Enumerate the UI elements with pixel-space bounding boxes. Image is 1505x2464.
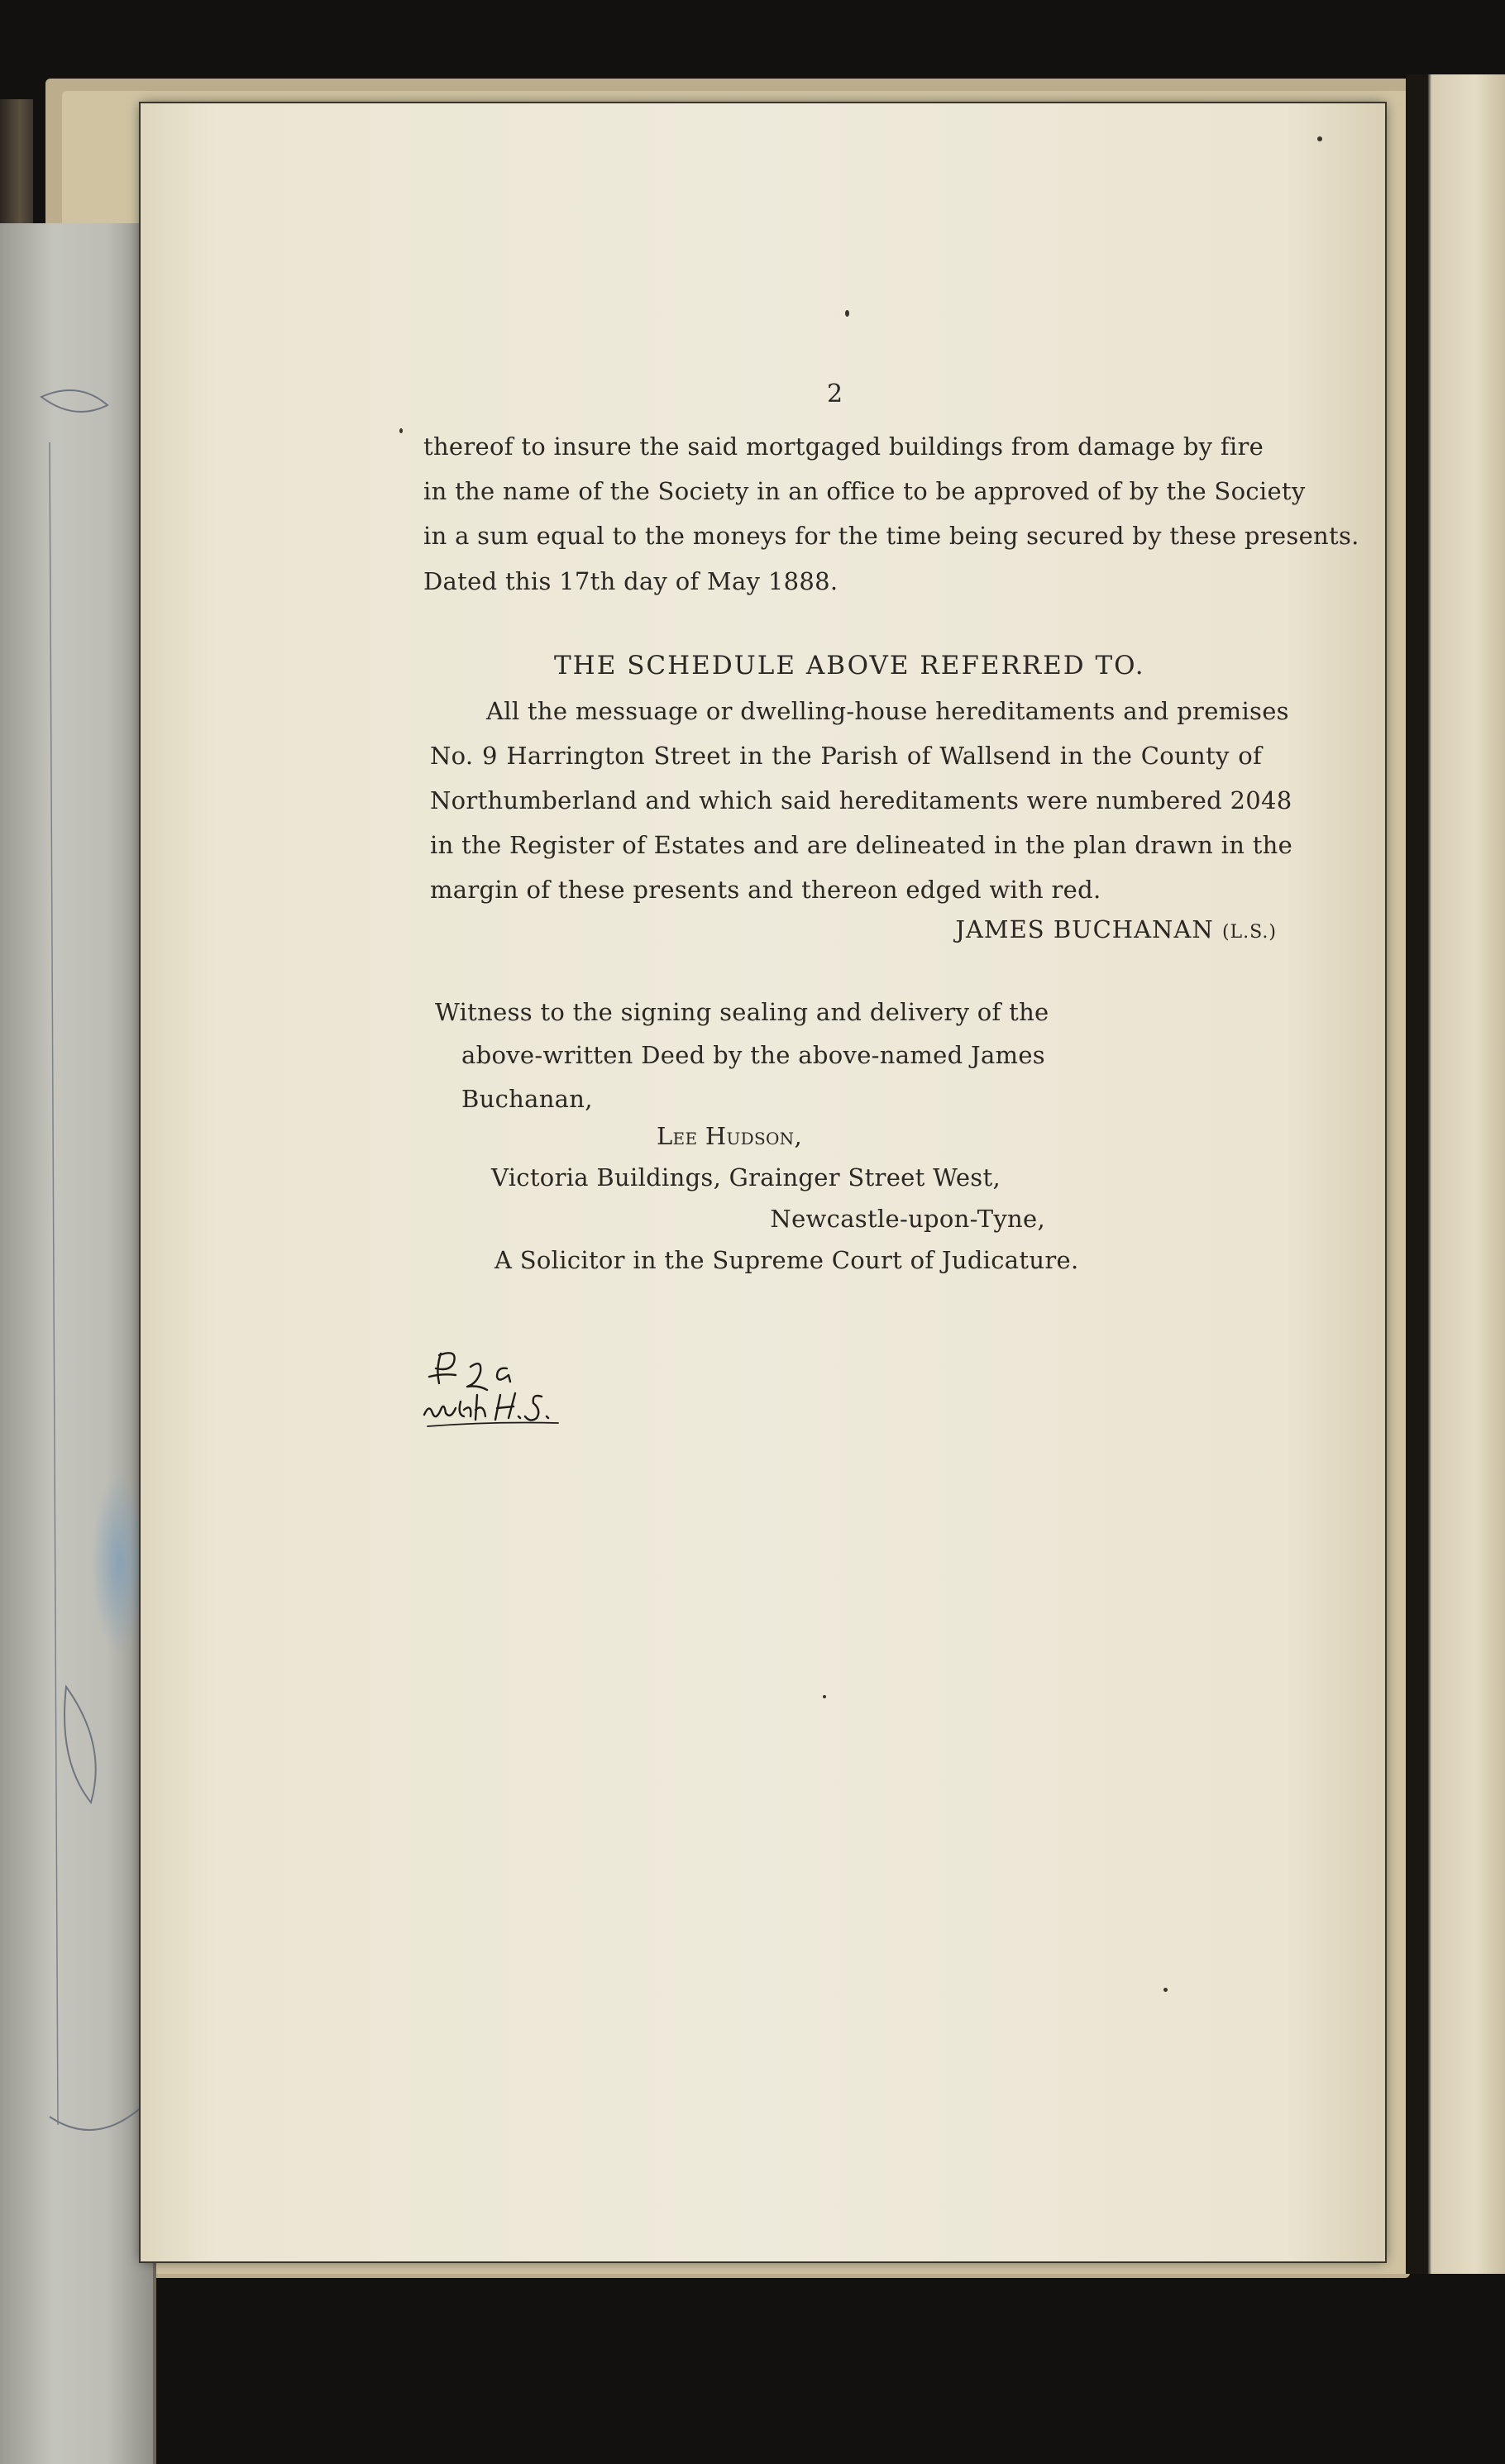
guard-strip-pencil-marks bbox=[0, 223, 153, 2464]
handwritten-2 bbox=[467, 1363, 487, 1390]
leaf-outline-top bbox=[41, 390, 108, 412]
paper-speck bbox=[399, 428, 403, 433]
paragraph-1-line-1: thereof to insure the said mortgaged buildings from damage by fire bbox=[423, 432, 1264, 461]
handwritten-a bbox=[497, 1368, 510, 1382]
handwritten-annotation bbox=[418, 1344, 583, 1435]
handwritten-underline bbox=[428, 1423, 558, 1427]
paper-speck bbox=[1317, 136, 1322, 141]
paragraph-1-line-3: in a sum equal to the moneys for the time being secured by these presents. bbox=[423, 522, 1359, 550]
seal-mark: (L.S.) bbox=[1221, 922, 1277, 943]
paragraph-1-line-4: Dated this 17th day of May 1888. bbox=[423, 567, 838, 595]
signatory-name: JAMES BUCHANAN bbox=[955, 915, 1214, 943]
facing-page-edge bbox=[1406, 74, 1505, 2274]
pencil-line bbox=[50, 442, 58, 2125]
leaf-outline-bottom bbox=[64, 1687, 96, 1803]
linen-guard-strip bbox=[0, 223, 156, 2464]
handwritten-HS bbox=[495, 1393, 548, 1421]
paper-speck bbox=[845, 310, 849, 317]
pencil-curve bbox=[50, 2100, 149, 2130]
handwritten-with bbox=[424, 1395, 485, 1420]
paragraph-2-line-2: No. 9 Harrington Street in the Parish of Wallsend in the County of bbox=[430, 742, 1262, 770]
paper-speck bbox=[823, 1695, 826, 1698]
page-number: 2 bbox=[827, 380, 843, 408]
paragraph-1-line-2: in the name of the Society in an office to be approved of by the Society bbox=[423, 477, 1306, 505]
paragraph-2-line-4: in the Register of Estates and are delineated in the plan drawn in the bbox=[430, 831, 1293, 859]
signatory-line bbox=[955, 915, 1277, 943]
paragraph-2-line-3: Northumberland and which said hereditaments were numbered 2048 bbox=[430, 786, 1292, 814]
witness-address-2: Newcastle-upon-Tyne, bbox=[770, 1205, 1045, 1233]
paper-speck bbox=[1163, 1988, 1168, 1992]
witness-line-3: Buchanan, bbox=[461, 1085, 593, 1113]
paragraph-2-line-5: margin of these presents and thereon edged with red. bbox=[430, 876, 1101, 904]
witness-address-1: Victoria Buildings, Grainger Street West, bbox=[491, 1163, 1001, 1191]
witness-title: A Solicitor in the Supreme Court of Judicature. bbox=[494, 1246, 1079, 1274]
witness-line-1: Witness to the signing sealing and delivery of the bbox=[435, 998, 1049, 1026]
handwritten-P bbox=[429, 1353, 456, 1383]
witness-name: Lee Hudson, bbox=[657, 1122, 802, 1150]
witness-line-2: above-written Deed by the above-named James bbox=[461, 1041, 1045, 1069]
paragraph-2-line-1: All the messuage or dwelling-house hereditaments and premises bbox=[486, 697, 1289, 725]
schedule-heading: THE SCHEDULE ABOVE REFERRED TO. bbox=[554, 651, 1145, 680]
